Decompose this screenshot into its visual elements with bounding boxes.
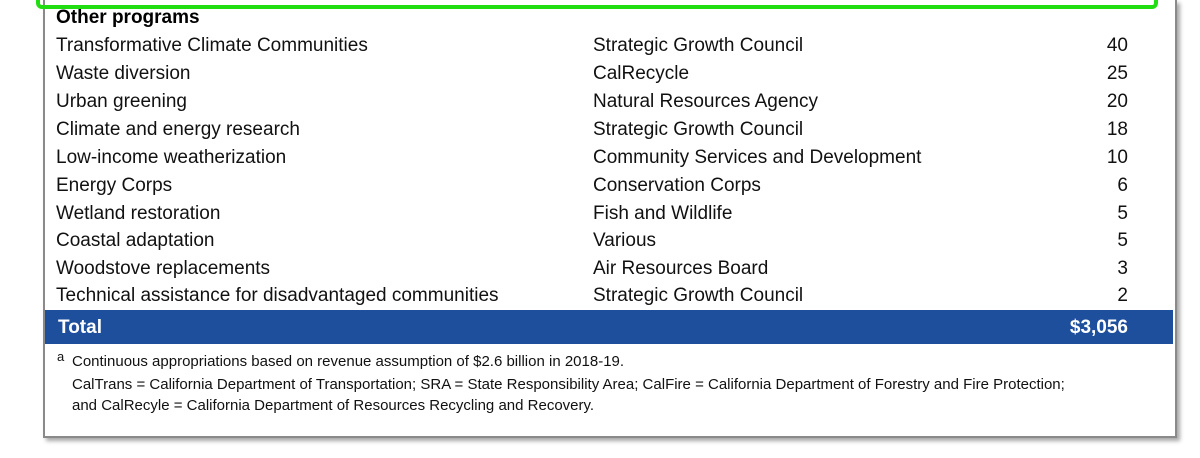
footnote-line: and CalRecyle = California Department of Resources Recycling and Recovery. [72,397,595,414]
amount: 2 [1117,285,1128,306]
agency-name: Strategic Growth Council [593,285,804,306]
footnote-line: Continuous appropriations based on revenue assumption of $2.6 billion in 2018-19. [72,353,625,370]
agency-name: CalRecycle [593,63,690,84]
amount: 40 [1106,35,1128,56]
program-name: Wetland restoration [56,203,221,224]
table-row [56,175,1128,203]
total-label: Total [58,317,102,338]
agency-name: Strategic Growth Council [593,35,804,56]
table-row [56,63,1128,91]
amount: 6 [1117,175,1128,196]
table-row [56,285,1128,313]
agency-name: Natural Resources Agency [593,91,818,112]
program-name: Low-income weatherization [56,147,287,168]
total-value: $3,056 [1069,317,1128,338]
program-name: Climate and energy research [56,119,300,140]
selection-highlight [36,0,1158,9]
table-row [56,258,1128,286]
agency-name: Various [593,230,657,251]
program-name: Woodstove replacements [56,258,271,279]
table-row [56,35,1128,63]
agency-name: Strategic Growth Council [593,119,804,140]
footnote-marker: a [57,349,65,364]
table-row [56,119,1128,147]
agency-name: Community Services and Development [593,147,922,168]
amount: 5 [1117,230,1128,251]
amount: 3 [1117,258,1128,279]
section-title: Other programs [56,7,200,28]
program-name: Urban greening [56,91,187,112]
amount: 25 [1106,63,1128,84]
amount: 10 [1106,147,1128,168]
amount: 5 [1117,203,1128,224]
program-name: Technical assistance for disadvantaged communities [56,285,499,306]
total-row [45,310,1173,344]
agency-name: Air Resources Board [593,258,769,279]
agency-name: Conservation Corps [593,175,761,196]
program-name: Waste diversion [56,63,191,84]
table-row [56,91,1128,119]
table-row [56,203,1128,231]
program-name: Transformative Climate Communities [56,35,368,56]
table-row [56,147,1128,175]
program-name: Coastal adaptation [56,230,215,251]
footnote-line: CalTrans = California Department of Transportation; SRA = State Responsibility Area; CalFire = California Department of Forestry and Fire Protection; [72,376,1065,393]
agency-name: Fish and Wildlife [593,203,733,224]
amount: 20 [1106,91,1128,112]
program-name: Energy Corps [56,175,173,196]
amount: 18 [1106,119,1128,140]
table-row [56,230,1128,258]
